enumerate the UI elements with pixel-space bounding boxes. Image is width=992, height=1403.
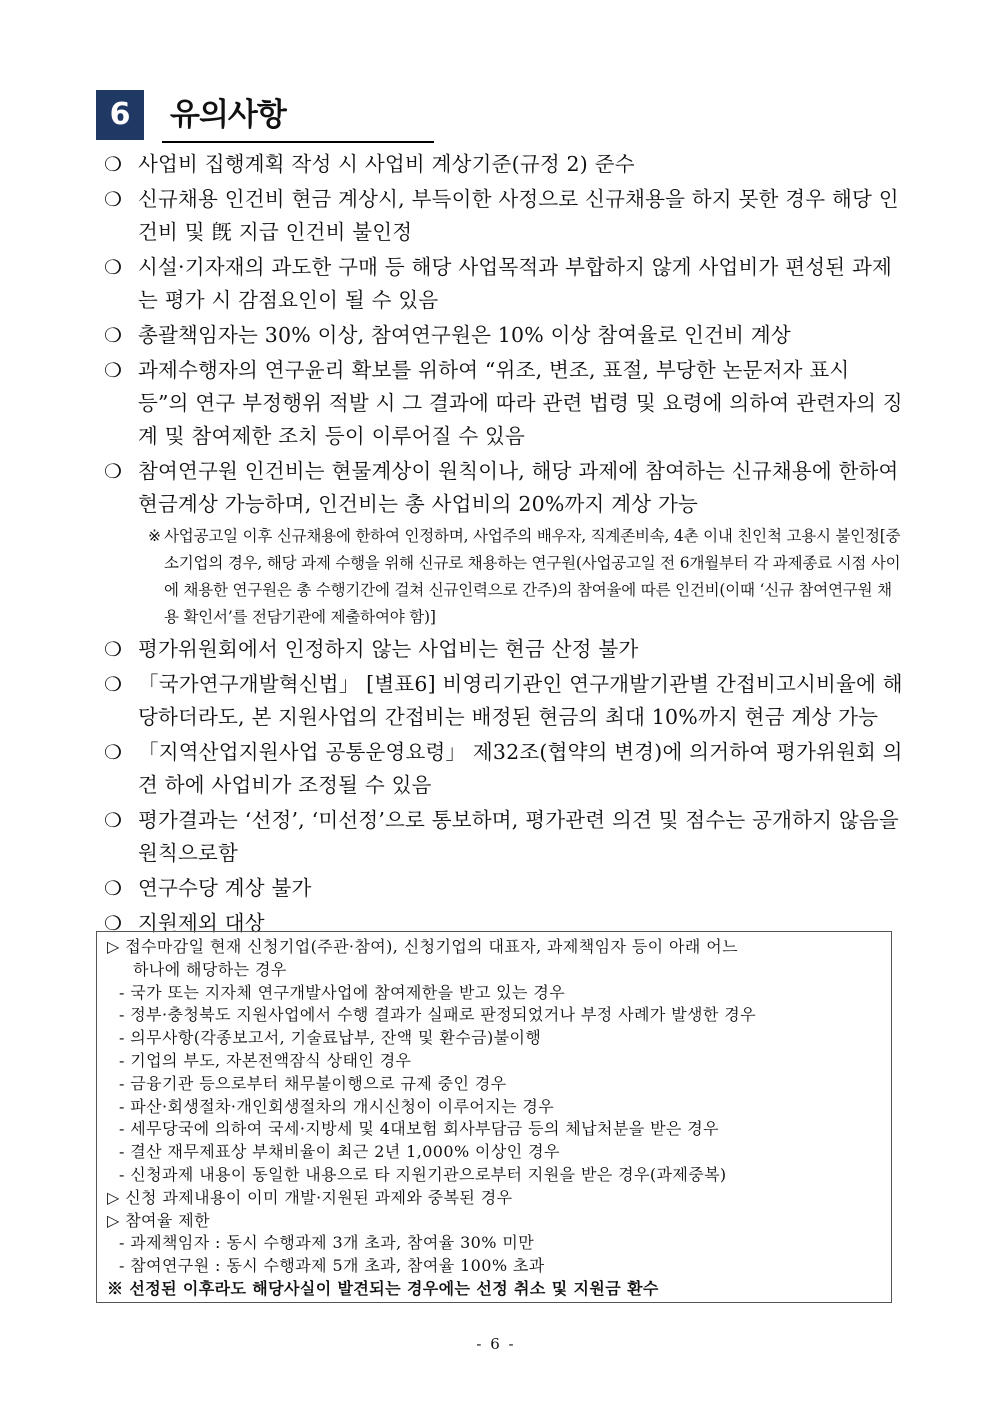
box-line: - 세무당국에 의하여 국세·지방세 및 4대보험 회사부담금 등의 체납처분을 받은 경우 <box>119 1119 719 1139</box>
section-title: 유의사항 <box>170 97 286 133</box>
box-line: - 과제책임자 : 동시 수행과제 3개 초과, 참여율 30% 미만 <box>119 1233 535 1253</box>
circle-bullet-icon: ❍ <box>104 672 123 696</box>
box-line: - 정부·충청북도 지원사업에서 수행 결과가 실패로 판정되었거나 부정 사례가 발생한 경우 <box>119 1005 756 1025</box>
box-line: ▷ 신청 과제내용이 이미 개발·지원된 과제와 중복된 경우 <box>107 1187 513 1207</box>
circle-bullet-icon: ❍ <box>104 459 123 483</box>
circle-bullet-icon: ❍ <box>104 876 123 900</box>
box-line: - 국가 또는 지자체 연구개발사업에 참여제한을 받고 있는 경우 <box>119 982 566 1002</box>
box-line: - 기업의 부도, 자본전액잠식 상태인 경우 <box>119 1050 412 1070</box>
circle-bullet-icon: ❍ <box>104 152 123 176</box>
note-mark: ※ <box>148 527 161 545</box>
box-line: - 참여연구원 : 동시 수행과제 5개 초과, 참여율 100% 초과 <box>119 1256 545 1276</box>
list-item: ❍ 평가결과는 ‘선정’, ‘미선정’으로 통보하며, 평가관련 의견 및 점수는 공개하지 않음을 원칙으로함 <box>104 804 904 870</box>
title-underline <box>162 141 434 143</box>
page-number: - 6 - <box>476 1335 516 1353</box>
circle-bullet-icon: ❍ <box>104 740 123 764</box>
list-item: ❍ 과제수행자의 연구윤리 확보를 위하여 “위조, 변조, 표절, 부당한 논문저자 표시 등”의 연구 부정행위 적발 시 그 결과에 따라 관련 법령 및 요령에 의하여 관련자의 징계 및 참여제한 조치 등이 이루어질 수 있음 <box>104 354 904 453</box>
box-line: ▷ 접수마감일 현재 신청기업(주관·참여), 신청기업의 대표자, 과제책임자 등이 아래 어느 <box>107 937 738 956</box>
box-line: - 신청과제 내용이 동일한 내용으로 타 지원기관으로부터 지원을 받은 경우(과제중복) <box>119 1164 727 1184</box>
circle-bullet-icon: ❍ <box>104 187 123 211</box>
list-item: ❍ 참여연구원 인건비는 현물계상이 원칙이나, 해당 과제에 참여하는 신규채용에 한하여 현금계상 가능하며, 인건비는 총 사업비의 20%까지 계상 가능 <box>104 455 904 521</box>
exclusion-criteria-box <box>96 931 892 1303</box>
list-item: ❍ 신규채용 인건비 현금 계상시, 부득이한 사정으로 신규채용을 하지 못한 경우 해당 인건비 및 旣 지급 인건비 불인정 <box>104 183 904 249</box>
section-header <box>96 90 436 144</box>
circle-bullet-icon: ❍ <box>104 358 123 382</box>
notice-list <box>104 148 904 942</box>
list-item: ❍ 사업비 집행계획 작성 시 사업비 계상기준(규정 2) 준수 <box>104 148 904 181</box>
list-item: ❍ 「지역산업지원사업 공통운영요령」 제32조(협약의 변경)에 의거하여 평가위원회 의견 하에 사업비가 조정될 수 있음 <box>104 736 904 802</box>
circle-bullet-icon: ❍ <box>104 255 123 279</box>
section-number-badge: 6 <box>96 90 144 140</box>
list-item: ❍ 「국가연구개발혁신법」 [별표6] 비영리기관인 연구개발기관별 간접비고시비율에 해당하더라도, 본 지원사업의 간접비는 배정된 현금의 최대 10%까지 현금 계상 가능 <box>104 668 904 734</box>
box-line: - 결산 재무제표상 부채비율이 최근 2년 1,000% 이상인 경우 <box>119 1142 560 1162</box>
list-item: ❍ 지원제외 대상 <box>104 907 904 940</box>
box-line: - 의무사항(각종보고서, 기술료납부, 잔액 및 환수금)불이행 <box>119 1028 542 1048</box>
warning-line: ※ 선정된 이후라도 해당사실이 발견되는 경우에는 선정 취소 및 지원금 환수 <box>107 1278 659 1298</box>
list-item: ❍ 평가위원회에서 인정하지 않는 사업비는 현금 산정 불가 <box>104 633 904 666</box>
box-line: - 금융기관 등으로부터 채무불이행으로 규제 중인 경우 <box>119 1073 507 1093</box>
circle-bullet-icon: ❍ <box>104 637 123 661</box>
circle-bullet-icon: ❍ <box>104 808 123 832</box>
list-item: ❍ 시설·기자재의 과도한 구매 등 해당 사업목적과 부합하지 않게 사업비가 편성된 과제는 평가 시 감점요인이 될 수 있음 <box>104 251 904 317</box>
circle-bullet-icon: ❍ <box>104 911 123 935</box>
footnote: ※ 사업공고일 이후 신규채용에 한하여 인정하며, 사업주의 배우자, 직계존비속, 4촌 이내 친인척 고용시 불인정[중소기업의 경우, 해당 과제 수행을 위해 신규로 채용하는 연구원(사업공고일 전 6개월부터 각 과제종료 시점 사이에 채용한 연구원은 총 수행기간에 걸쳐 신규인력으로 간주)의 참여율에 따른 인건비(이때 ‘신규 참여연구원 채용 확인서’를 전담기관에 제출하여야 함)] <box>104 523 904 631</box>
list-item: ❍ 총괄책임자는 30% 이상, 참여연구원은 10% 이상 참여율로 인건비 계상 <box>104 319 904 352</box>
list-item: ❍ 연구수당 계상 불가 <box>104 872 904 905</box>
circle-bullet-icon: ❍ <box>104 323 123 347</box>
box-line: ▷ 참여율 제한 <box>107 1210 210 1230</box>
box-line: 하나에 해당하는 경우 <box>133 959 287 979</box>
box-line: - 파산·회생절차·개인회생절차의 개시신청이 이루어지는 경우 <box>119 1096 555 1116</box>
